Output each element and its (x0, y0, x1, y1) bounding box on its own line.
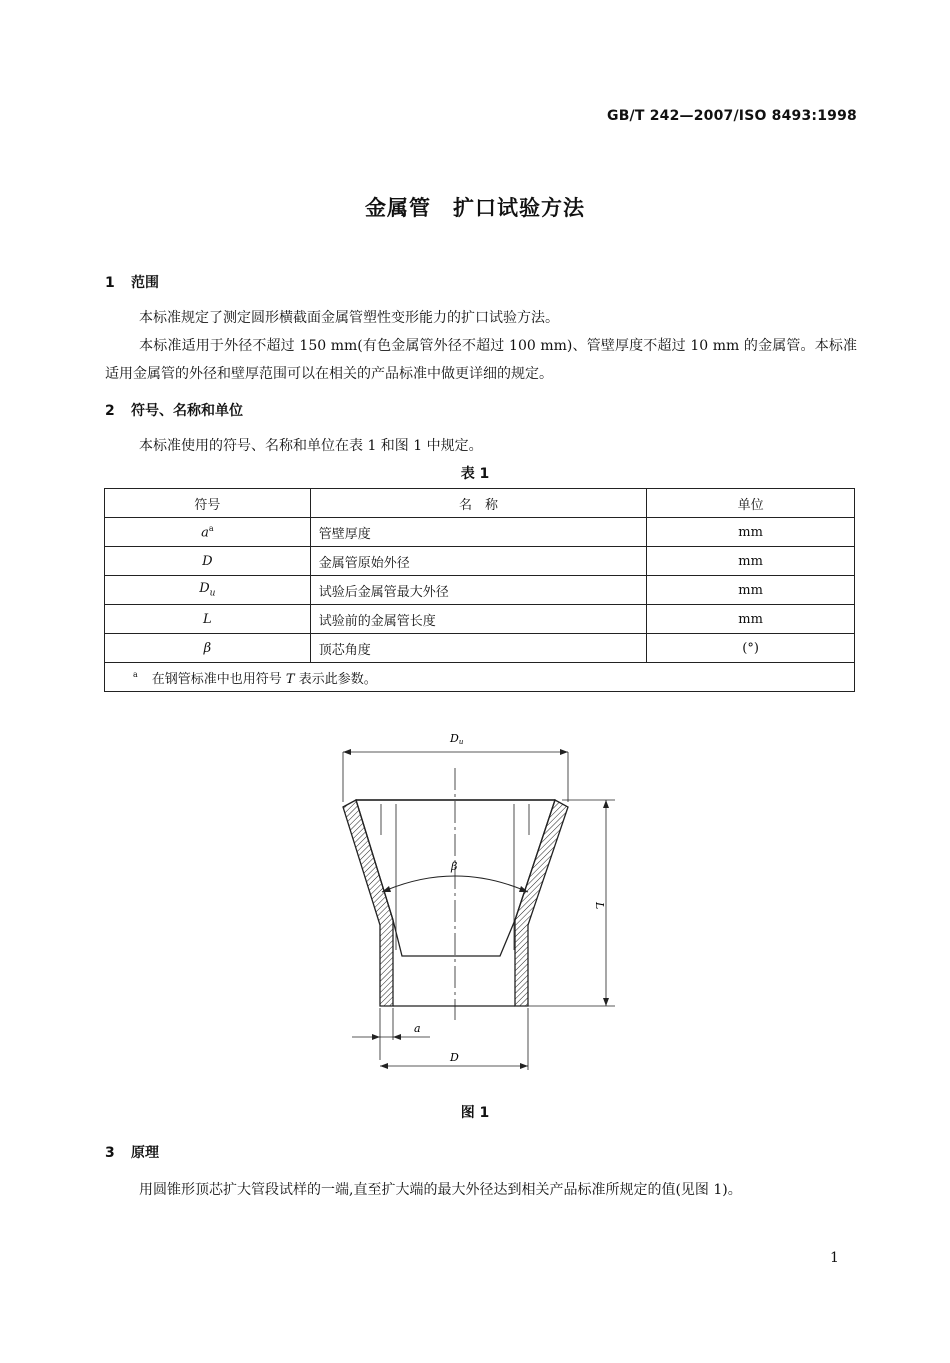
label-du: Du (450, 732, 464, 746)
table-row (105, 634, 855, 663)
section-1-paragraph-2-text: 本标准适用于外径不超过 150 mm(有色金属管外径不超过 100 mm)、管壁厚度不超过 10 mm 的金属管。本标准适用金属管的外径和壁厚范围可以在相关的产品标准中做更详细的规定。 (105, 338, 857, 382)
row-name: 管壁厚度 (310, 518, 647, 547)
table-row (105, 547, 855, 576)
table-row (105, 576, 855, 605)
figure-1-diagram (330, 720, 630, 1080)
row-symbol: $D_u$ (105, 576, 311, 605)
row-symbol: D (105, 547, 311, 576)
section-3-heading (105, 1142, 159, 1162)
row-name: 顶芯角度 (310, 634, 647, 663)
row-name: 金属管原始外径 (310, 547, 647, 576)
label-l: L (593, 902, 606, 910)
row-unit: mm (647, 576, 855, 605)
section-2-number: 2 (105, 403, 115, 419)
table-footnote: $^a$ 在钢管标准中也用符号 T 表示此参数。 (105, 663, 855, 692)
label-d: D (450, 1051, 459, 1064)
label-a: a (414, 1022, 421, 1035)
section-3-number: 3 (105, 1145, 115, 1161)
row-symbol: L (105, 605, 311, 634)
header-symbol: 符号 (105, 489, 311, 518)
header-unit: 单位 (647, 489, 855, 518)
row-unit: mm (647, 605, 855, 634)
symbols-table (104, 488, 855, 692)
row-symbol: $a^a$ (105, 518, 311, 547)
row-name: 试验前的金属管长度 (310, 605, 647, 634)
figure-caption: 图 1 (460, 1105, 490, 1121)
standard-code: GB/T 242—2007/ISO 8493:1998 (607, 108, 857, 124)
row-unit: mm (647, 518, 855, 547)
table-footnote-row (105, 663, 855, 692)
section-1-paragraph-1-text: 本标准规定了测定圆形横截面金属管塑性变形能力的扩口试验方法。 (139, 310, 559, 326)
section-2-heading (105, 400, 243, 420)
page-number: 1 (830, 1250, 839, 1266)
section-1-heading (105, 272, 159, 292)
section-1-title: 范围 (131, 275, 159, 291)
document-title: 金属管 扩口试验方法 (365, 196, 585, 220)
table-row (105, 518, 855, 547)
section-2-paragraph-1-text: 本标准使用的符号、名称和单位在表 1 和图 1 中规定。 (139, 438, 483, 454)
section-3-paragraph-1 (105, 1176, 857, 1204)
tube-wall-right (515, 800, 568, 1006)
table-row (105, 605, 855, 634)
section-3-paragraph-1-text: 用圆锥形顶芯扩大管段试样的一端,直至扩大端的最大外径达到相关产品标准所规定的值(见图 1)。 (139, 1182, 742, 1198)
row-name: 试验后金属管最大外径 (310, 576, 647, 605)
section-1-number: 1 (105, 275, 115, 291)
section-3-title: 原理 (131, 1145, 159, 1161)
section-1-paragraph-1 (105, 304, 857, 332)
label-beta: β (451, 860, 458, 873)
table-caption: 表 1 (460, 466, 490, 482)
section-2-paragraph-1 (105, 432, 857, 460)
section-2-title: 符号、名称和单位 (131, 403, 243, 419)
row-symbol: β (105, 634, 311, 663)
header-name: 名 称 (310, 489, 647, 518)
row-unit: (°) (647, 634, 855, 663)
section-1-paragraph-2 (105, 332, 857, 388)
table-header-row (105, 489, 855, 518)
row-unit: mm (647, 547, 855, 576)
tube-wall-left (343, 800, 393, 1006)
